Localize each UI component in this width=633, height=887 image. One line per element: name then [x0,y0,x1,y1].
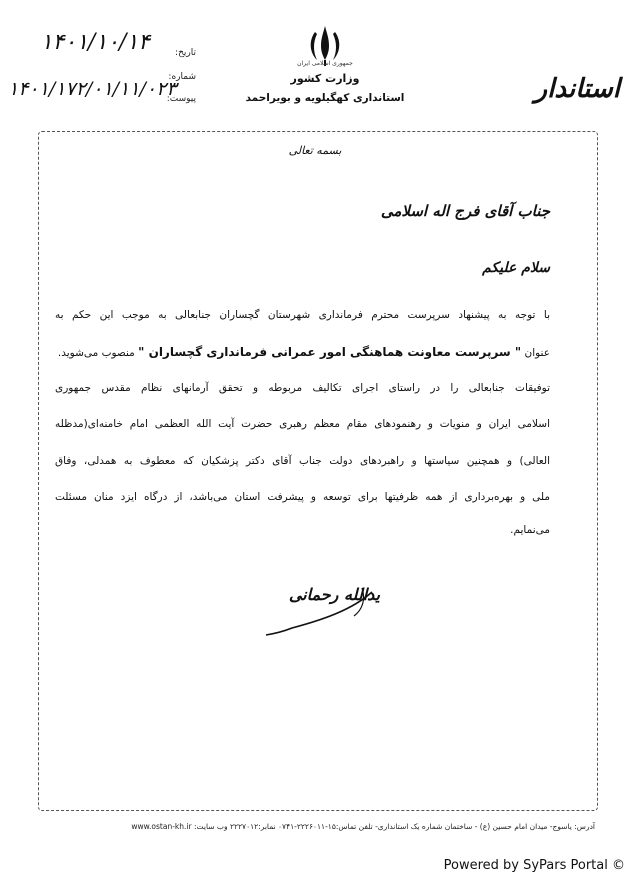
bismillah: بسمه تعالی [288,144,342,157]
governorate-title: استانداری کهگیلویه و بویراحمد [245,92,405,104]
appointment-prefix: عنوان [524,347,550,359]
signature-name: یدالله رحمانی [288,585,380,604]
paragraph-1-line-1: با توجه به پیشنهاد سرپرست محترم فرمانداری شهرستان گچساران جنابعالی به موجب این حکم به [55,309,550,321]
appointment-title: " سرپرست معاونت هماهنگی امور عمرانی فرمانداری گچساران " [138,345,522,359]
paragraph-2-line-1: توفیقات جنابعالی را در راستای اجرای تکالیف مربوطه و تحقق آرمانهای نظام مقدس جمهوری [55,382,550,394]
emblem-caption: جمهوری اسلامی ایران [297,60,353,67]
date-value: ۱۴۰۱/۱۰/۱۴ [40,30,150,55]
attachment-label: پیوست: [166,94,196,104]
number-label: شماره: [168,72,196,82]
ostandar-title: استاندار [534,74,620,104]
paragraph-2-line-3: العالی) و همچنین سیاستها و راهبردهای دولت جناب آقای دکتر پزشکیان که معطوف به همدلی، وفاق [55,455,550,467]
paragraph-1-line-2 [55,345,550,359]
letter-frame [38,131,598,811]
appointment-suffix: منصوب می‌شوید. [57,347,135,359]
powered-by: Powered by SyPars Portal © [443,858,625,873]
date-label: تاریخ: [175,48,196,58]
salutation: جناب آقای فرج اله اسلامی [380,202,550,220]
number-value: ۱۴۰۱/۱۷۲/۰۱/۱۱/۰۲۳ [8,78,177,100]
paragraph-2-line-2: اسلامی ایران و منویات و رهنمودهای مقام معظم رهبری حضرت آیت الله العظمی امام خامنه‌ای(مدظله [55,418,550,430]
paragraph-2-line-5: می‌نمایم. [510,524,550,536]
footer-address: آدرس: یاسوج- میدان امام حسین (ع) - ساختمان شماره یک استانداری- تلفن تماس:۱۵-۲۲۲۶۰۱۱-۰۷۴۱ نمابر:۲۲۲۷۰۱۲ وب سایت: www.ostan-kh.ir [131,822,595,831]
paragraph-2-line-4: ملی و بهره‌برداری از همه ظرفیتها برای توسعه و پیشرفت استان می‌باشد، از درگاه ایزد منان مسئلت [55,491,550,503]
greeting: سلام علیکم [482,260,550,276]
ministry-title: وزارت کشور [290,72,360,85]
